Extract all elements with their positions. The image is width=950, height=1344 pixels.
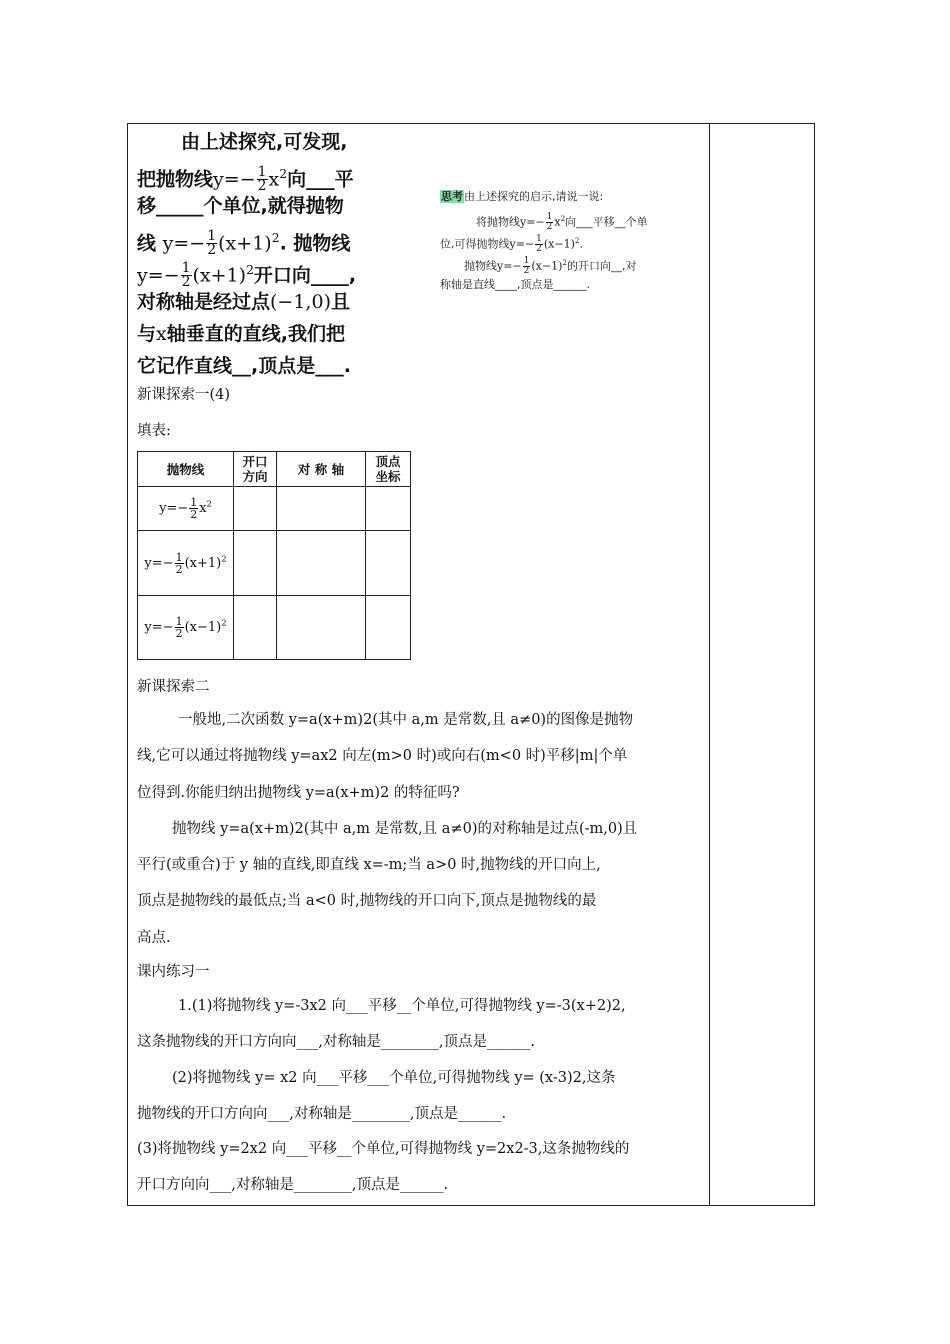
practice-line: (3)将抛物线 y=2x2 向___平移__个单位,可得抛物线 y=2x2-3,这条抛物线的 — [137, 1141, 630, 1157]
blank-cell[interactable] — [366, 531, 411, 596]
think-text: 向___平移__个单 — [565, 215, 648, 229]
practice-line: (2)将抛物线 y= x2 向___平移___个单位,可得抛物线 y= (x-3)2,这条 — [172, 1070, 616, 1086]
blank-cell[interactable] — [277, 487, 366, 531]
math-text: x — [199, 501, 207, 516]
frac-den: 2 — [523, 266, 530, 277]
blank-cell[interactable] — [234, 531, 277, 596]
blank-cell[interactable] — [366, 487, 411, 531]
math-text: (x−1) — [543, 237, 575, 251]
block-text: . 抛物线 — [279, 232, 351, 255]
frac-den: 2 — [257, 178, 267, 195]
math-text: x — [554, 215, 561, 229]
practice-line: 1.(1)将抛物线 y=-3x2 向___平移__个单位,可得抛物线 y=-3(x+2)2, — [178, 998, 626, 1014]
frac-den: 2 — [536, 244, 542, 255]
math-text: y=− — [137, 264, 180, 287]
blank-cell[interactable] — [277, 531, 366, 596]
block-text: 且 — [330, 291, 350, 313]
math-text: y=− — [213, 168, 256, 191]
superscript: 2 — [271, 231, 280, 245]
table-header-row — [138, 452, 411, 487]
block-text: 向___平 — [287, 168, 354, 191]
frac-den: 2 — [207, 242, 217, 259]
blank-cell[interactable] — [234, 596, 277, 660]
para2-line: 高点. — [137, 930, 171, 946]
think-block — [440, 186, 710, 296]
math-text: y=− — [144, 620, 174, 635]
math-text: (x−1) — [184, 620, 222, 635]
block-text: 线 — [137, 232, 157, 255]
blank-cell[interactable] — [366, 596, 411, 660]
superscript: 2 — [221, 617, 227, 628]
frac-num: 1 — [181, 260, 191, 277]
para2-line: 抛物线 y=a(x+m)2(其中 a,m 是常数,且 a≠0)的对称轴是过点(-m,0)且 — [172, 821, 638, 837]
think-tag: 思考 — [441, 190, 463, 203]
header-text: 顶点 — [375, 454, 401, 469]
para1-line: 位得到.你能归纳出抛物线 y=a(x+m)2 的特征吗? — [137, 785, 460, 801]
superscript: 2 — [562, 258, 567, 267]
parabola-cell — [138, 487, 234, 531]
section-title-explore-2: 新课探索二 — [137, 679, 210, 695]
think-text: 抛物线 — [464, 259, 497, 273]
superscript: 2 — [246, 263, 254, 277]
frac-den: 2 — [181, 274, 191, 291]
frac-num: 1 — [523, 256, 530, 267]
parabola-cell — [138, 596, 234, 660]
header-text: 开口 — [242, 454, 268, 469]
para1-line: 一般地,二次函数 y=a(x+m)2(其中 a,m 是常数,且 a≠0)的图像是抛物 — [178, 712, 634, 728]
frac-den: 2 — [175, 562, 183, 576]
block-text: 与 — [137, 323, 157, 345]
math-text: (x+1) — [192, 264, 247, 287]
practice-line: 开口方向向___,对称轴是________,顶点是______. — [137, 1177, 449, 1193]
block-text: 把抛物线 — [137, 168, 214, 191]
header-axis: 对 称 轴 — [277, 452, 366, 487]
math-text: y=− — [497, 259, 522, 273]
superscript: 2 — [206, 498, 212, 509]
superscript: 2 — [560, 214, 566, 223]
fill-table — [137, 451, 411, 660]
frac-num: 1 — [207, 228, 217, 245]
frac-den: 2 — [190, 508, 198, 521]
block-text: 轴垂直的直线,我们把 — [166, 323, 345, 345]
block-line: 由上述探究,可发现, — [181, 131, 348, 153]
parabola-cell — [138, 531, 234, 596]
think-text: 位,可得抛物线 — [440, 237, 510, 251]
exploration-conclusion-block — [137, 126, 427, 382]
math-text: (x−1) — [531, 259, 563, 273]
fraction-one-half — [189, 497, 198, 520]
table-row — [138, 531, 411, 596]
blank-cell[interactable] — [277, 596, 366, 660]
header-parabola: 抛物线 — [138, 452, 234, 487]
practice-line: 这条抛物线的开口方向向___,对称轴是________,顶点是______. — [137, 1034, 536, 1050]
math-text: y=− — [144, 555, 174, 571]
section-title-explore-1-4: 新课探索一(4) — [137, 387, 231, 403]
block-line: 移_____个单位,就得抛物 — [137, 195, 344, 217]
think-text: 由上述探究的启示,请说一说: — [464, 190, 604, 203]
math-text: (x+1) — [184, 555, 222, 571]
blank-cell[interactable] — [234, 487, 277, 531]
practice-title: 课内练习一 — [137, 964, 210, 980]
para2-line: 顶点是抛物线的最低点;当 a<0 时,抛物线的开口向下,顶点是抛物线的最 — [137, 893, 597, 909]
header-opening — [234, 452, 277, 487]
frac-num: 1 — [257, 164, 267, 181]
math-text: y=− — [159, 501, 189, 516]
frac-num: 1 — [175, 550, 183, 564]
frac-num: 1 — [546, 212, 553, 223]
math-text: y=− — [162, 232, 206, 255]
header-vertex — [366, 452, 411, 487]
math-text: x — [156, 323, 167, 345]
para1-line: 线,它可以通过将抛物线 y=ax2 向左(m>0 时)或向右(m<0 时)平移|m|个单 — [137, 748, 628, 764]
think-text: 的开口向__,对 — [566, 259, 637, 273]
table-row — [138, 487, 411, 531]
para2-line: 平行(或重合)于 y 轴的直线,即直线 x=-m;当 a>0 时,抛物线的开口向上, — [137, 857, 601, 873]
frac-den: 2 — [546, 222, 553, 233]
block-text: 开口向____, — [253, 264, 357, 287]
think-text: 称轴是直线____,顶点是______. — [440, 278, 590, 291]
block-text: 对称轴是经过点 — [137, 291, 271, 313]
think-text: . — [579, 237, 583, 251]
frac-den: 2 — [175, 627, 183, 640]
fraction-one-half — [175, 616, 184, 639]
table-row — [138, 596, 411, 660]
superscript: 2 — [279, 167, 288, 181]
frac-num: 1 — [536, 234, 542, 245]
superscript: 2 — [574, 236, 580, 245]
header-text: 方向 — [242, 469, 268, 484]
math-text: y=− — [509, 237, 535, 251]
math-text: (−1,0) — [270, 291, 331, 313]
block-line: 它记作直线__,顶点是___. — [137, 355, 351, 377]
think-text: 将抛物线 — [476, 215, 520, 229]
frac-num: 1 — [175, 615, 183, 628]
math-text: y=− — [520, 215, 545, 229]
superscript: 2 — [221, 553, 227, 564]
practice-line: 抛物线的开口方向向___,对称轴是________,顶点是______. — [137, 1106, 507, 1122]
header-text: 坐标 — [375, 469, 401, 484]
fill-table-label: 填表: — [137, 423, 171, 439]
frac-num: 1 — [190, 496, 198, 509]
math-text: (x+1) — [218, 232, 272, 255]
math-text: x — [268, 168, 280, 191]
fraction-one-half — [175, 552, 184, 575]
